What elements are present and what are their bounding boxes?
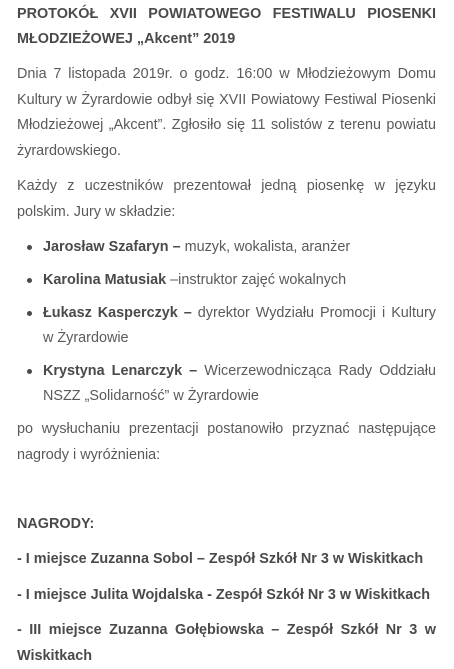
- prize-item: - I miejsce Zuzanna Sobol – Zespół Szkół Nr 3 w Wiskitkach: [17, 551, 424, 567]
- jury-list: [17, 235, 436, 409]
- jury-member-name: Jarosław Szafaryn –: [43, 239, 181, 255]
- jury-member-role: dyrektor Wydziału Promocji i Kultury w Żyrardowie: [43, 305, 436, 346]
- jury-member-role: Wicerzewodnicząca Rady Oddziału NSZZ „Solidarność” w Żyrardowie: [43, 363, 436, 404]
- jury-member-role: muzyk, wokalista, aranżer: [180, 239, 351, 255]
- prize-item: - I miejsce Julita Wojdalska - Zespół Szkół Nr 3 w Wiskitkach: [17, 586, 431, 603]
- jury-member: [17, 301, 436, 351]
- bullet-icon: [27, 245, 32, 250]
- article-title-line2: MŁODZIEŻOWEJ „Akcent” 2019: [17, 31, 236, 47]
- prizes-heading: NAGRODY:: [17, 516, 95, 532]
- jury-member-name: Łukasz Kasperczyk –: [43, 305, 192, 321]
- spacer: [17, 478, 436, 512]
- prize-item: - III miejsce Zuzanna Gołębiowska – Zespół Szkół Nr 3 w Wiskitkach: [17, 622, 436, 664]
- jury-intro-paragraph: Każdy z uczestników prezentował jedną piosenkę w języku polskim. Jury w składzie:: [17, 178, 436, 220]
- intro-paragraph: Dnia 7 listopada 2019r. o godz. 16:00 w Młodzieżowym Domu Kultury w Żyrardowie odbył się XVII Powiatowy Festiwal Piosenki Młodzieżowej „Akcent”. Zgłosiło się 11 solistów z terenu powiatu żyrardowskiego.: [17, 66, 436, 159]
- bullet-icon: [27, 369, 32, 374]
- bullet-icon: [27, 278, 32, 283]
- bullet-icon: [27, 311, 32, 316]
- decision-paragraph: po wysłuchaniu prezentacji postanowiło przyznać następujące nagrody i wyróżnienia:: [17, 421, 436, 463]
- jury-member-name: Krystyna Lenarczyk –: [43, 363, 198, 379]
- jury-member-name: Karolina Matusiak: [43, 272, 167, 288]
- jury-member-role: –instruktor zajęć wokalnych: [166, 272, 347, 288]
- article-title: [17, 2, 436, 52]
- article-title-line1: PROTOKÓŁ XVII POWIATOWEGO FESTIWALU PIOSENKI: [17, 6, 436, 22]
- jury-member: [17, 235, 436, 260]
- jury-member: [17, 359, 436, 409]
- jury-member: [17, 268, 436, 293]
